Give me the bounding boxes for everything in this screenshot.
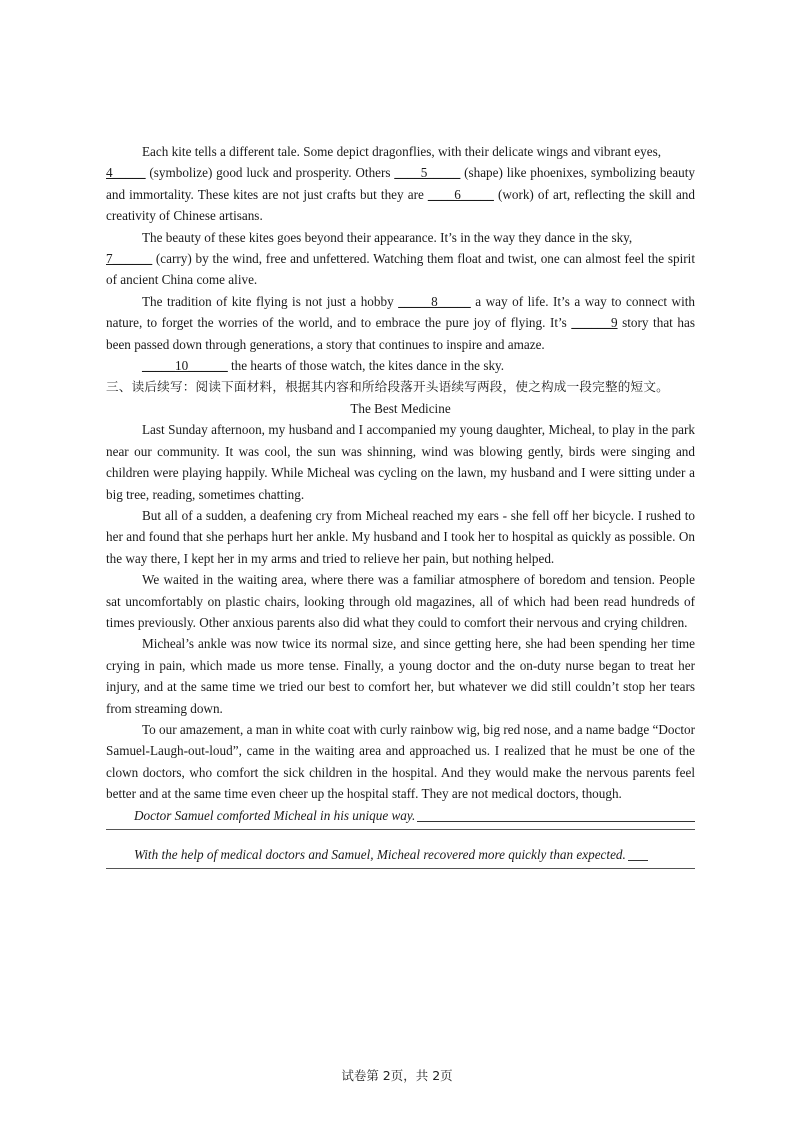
section-3-heading: 三、读后续写：阅读下面材料，根据其内容和所给段落开头语续写两段，使之构成一段完整的短文。	[106, 379, 669, 395]
page-content	[106, 141, 695, 883]
writing-line[interactable]	[417, 807, 695, 822]
story-title: The Best Medicine	[350, 400, 451, 416]
text-segment: a way of life. It’s a way to connect with nature, to forget the worries of the world, and to embrace the pure joy of flying. It’s	[106, 293, 695, 331]
text-segment: (symbolize) good luck and prosperity. Others	[145, 165, 395, 181]
continuation-prompt-2: With the help of medical doctors and Samuel, Micheal recovered more quickly than expected.	[134, 847, 626, 862]
story-paragraph: Last Sunday afternoon, my husband and I accompanied my young daughter, Micheal, to play in the park near our community. It was cool, the sun was shinning, wind was blowing gently, birds were singing and children were playing happily. While Micheal was cycling on the lawn, my husband and I were sitting under a big tree, reading, sometimes chatting.	[106, 422, 695, 502]
text-segment: (work) of art, reflecting the skill and creativity of Chinese artisans.	[106, 186, 695, 224]
story-paragraph: To our amazement, a man in white coat with curly rainbow wig, big red nose, and a name badge “Doctor Samuel-Laugh-out-loud”, came in the waiting area and approached us. I realized that he must be one of the clown doctors, who comfort the sick children in the hospital. And they would make the nervous parents feel better and at the same time even cheer up the hospital staff. They are not medical doctors, though.	[106, 721, 695, 802]
story-paragraph: Micheal’s ankle was now twice its normal size, and since getting here, she had been spending her time crying in pain, which made us more tense. Finally, a young doctor and the on-duty nurse began to treat her injury, and at the same time we tried our best to comfort her, but whatever we did still couldn’t stop her tears from streaming down.	[106, 636, 695, 716]
paragraph-kite-hearts	[106, 355, 695, 376]
writing-line[interactable]	[106, 829, 695, 830]
blank-5[interactable]: ____5_____	[394, 165, 461, 181]
blank-4[interactable]: 4_____	[106, 165, 146, 181]
text-segment: story that has been passed down through generations, a story that continues to inspire and amaze.	[106, 315, 695, 352]
blank-8[interactable]: _____8_____	[398, 293, 471, 309]
paragraph-kite-tradition	[106, 291, 695, 355]
text-segment: (shape) like phoenixes, symbolizing beauty and immortality. These kites are not just crafts but they are	[106, 165, 695, 202]
story-paragraph: We waited in the waiting area, where there was a familiar atmosphere of boredom and tension. People sat uncomfortably on plastic chairs, looking through old magazines, all of which had been read hundreds of times previously. Other anxious parents also did what they could to comfort their nervous and crying children.	[106, 572, 695, 630]
story-paragraph: But all of a sudden, a deafening cry from Micheal reached my ears - she fell off her bicycle. I rushed to her and found that she perhaps hurt her ankle. My husband and I took her to hospital as quickly as possible. On the way there, I kept her in my arms and tried to relieve her pain, but nothing helped.	[106, 507, 695, 566]
blank-7[interactable]: 7______	[106, 251, 153, 267]
continuation-line-1	[106, 805, 695, 826]
continuation-line-2	[106, 844, 695, 865]
writing-line[interactable]	[628, 846, 648, 861]
text-segment: Each kite tells a different tale. Some depict dragonflies, with their delicate wings and vibrant eyes,	[142, 144, 662, 159]
writing-line[interactable]	[106, 868, 695, 869]
paragraph-kite-tales	[106, 141, 695, 227]
text-segment: the hearts of those watch, the kites dance in the sky.	[227, 358, 505, 374]
continuation-prompt-1: Doctor Samuel comforted Micheal in his unique way.	[134, 807, 416, 823]
blank-9[interactable]: ______9	[571, 315, 618, 331]
blank-10[interactable]: _____10______	[142, 358, 228, 374]
text-segment: (carry) by the wind, free and unfettered. Watching them float and twist, one can almost feel the spirit of ancient China come alive.	[106, 251, 695, 288]
blank-6[interactable]: ____6_____	[427, 186, 494, 202]
page-footer: 试卷第 2页，共 2页	[341, 1068, 453, 1083]
paragraph-kite-beauty	[106, 227, 695, 291]
text-segment: The tradition of kite flying is not just a hobby	[142, 293, 399, 309]
text-segment: The beauty of these kites goes beyond their appearance. It’s in the way they dance in the sky,	[142, 229, 633, 245]
